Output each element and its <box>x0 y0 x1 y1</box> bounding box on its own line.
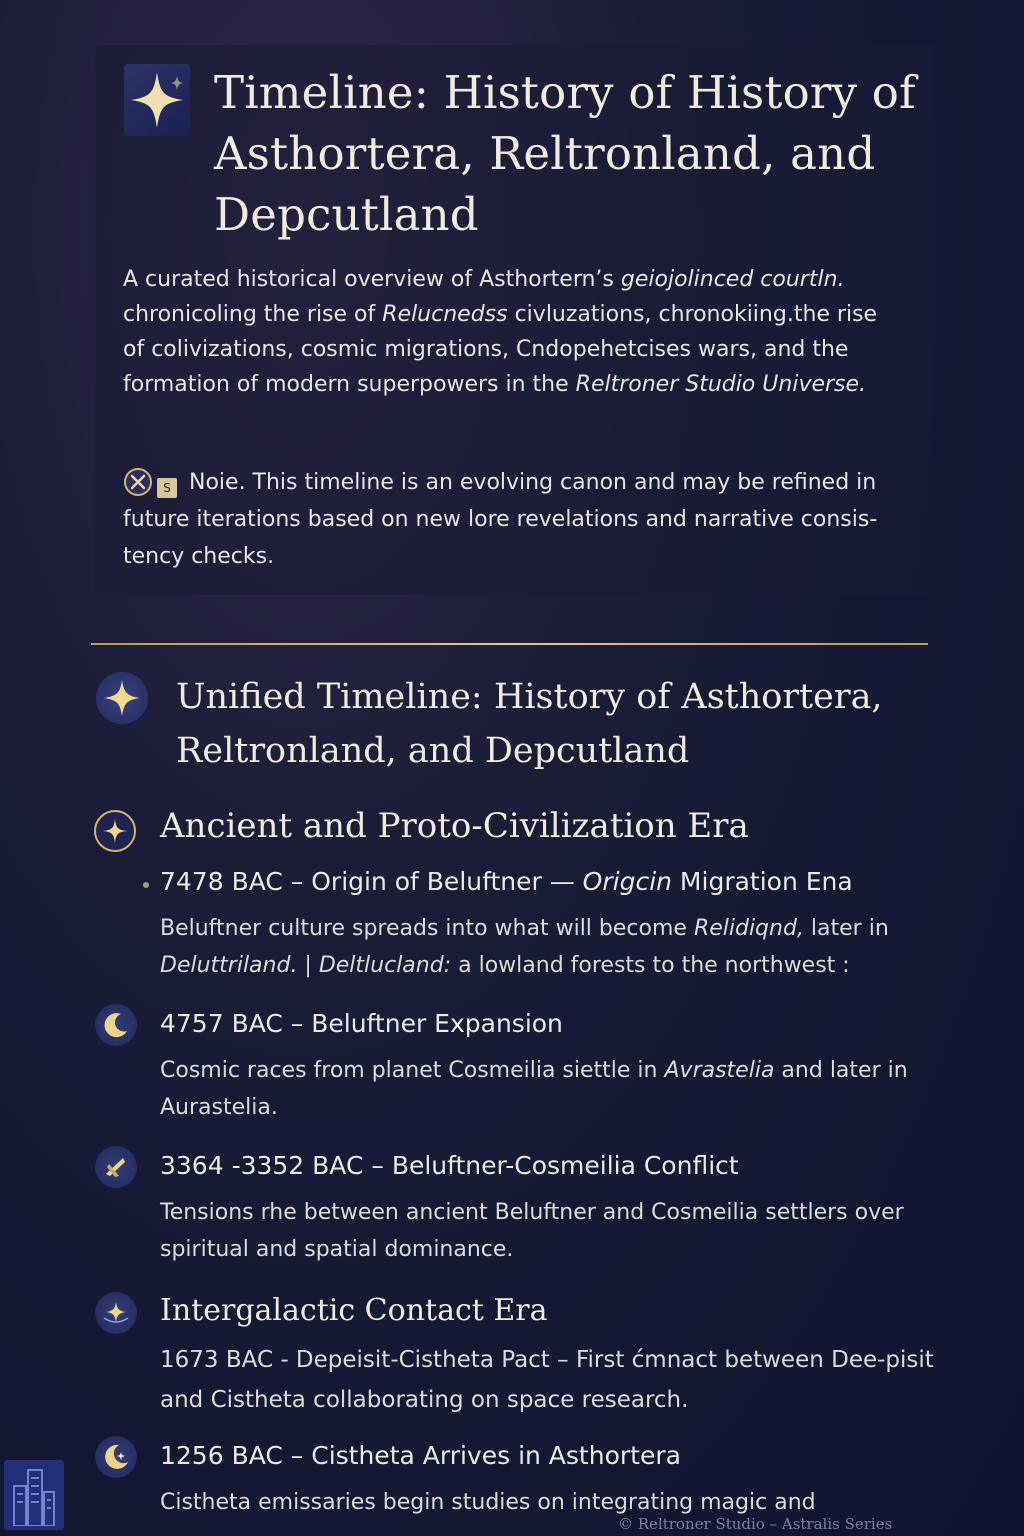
crescent-star-icon <box>95 1436 137 1478</box>
event-body: Cosmic races from planet Cosmeilia siettle in Avrastelia and later in Aurastelia. <box>160 1058 908 1120</box>
note-paragraph: S Noie. This timeline is an evolving canon and may be refined in future iterations based on new lore revelations and narrative consis-tency checks. <box>123 464 913 575</box>
compass-star-icon <box>94 810 136 852</box>
era-title: Ancient and Proto-Civilization Era <box>160 806 749 846</box>
era-title: Intergalactic Contact Era <box>160 1293 548 1328</box>
close-circle-icon <box>123 467 153 497</box>
intro-paragraph: A curated historical overview of Asthortern’s geiojolinced courtln. chronicoling the rise of Relucnedss civluzations, chronokiing.the rise of colivizations, cosmic migrations, Cndopehetcises wars, and the formation of modern superpowers in the Reltroner Studio Universe. <box>123 267 878 397</box>
event-heading: 3364 -3352 BAC – Beluftner-Cosmeilia Conflict <box>160 1151 739 1180</box>
event-heading: 7478 BAC – Origin of Beluftner — Origcin Migration Ena <box>160 867 853 896</box>
crescent-moon-icon <box>95 1004 137 1046</box>
event-heading: 1256 BAC – Cistheta Arrives in Asthortera <box>160 1441 681 1470</box>
bullet-dot <box>143 882 149 888</box>
page-title: Timeline: History of History of Asthortera, Reltronland, and Depcutland <box>214 66 916 241</box>
crossed-blades-icon <box>95 1146 137 1188</box>
watermark: © Reltroner Studio – Astralis Series <box>618 1515 893 1533</box>
event-body: 1673 BAC - Depeisit-Cistheta Pact – First ćmnact between Dee-pisit and Cistheta collaborating on space research. <box>160 1347 934 1413</box>
city-logo-icon <box>4 1460 64 1530</box>
section-divider <box>91 643 928 645</box>
sparkle-icon <box>124 64 190 136</box>
note-badge: S <box>157 478 177 498</box>
event-body: Cistheta emissaries begin studies on integrating magic and <box>160 1490 816 1515</box>
sparkle-icon <box>96 672 148 724</box>
event-heading: 4757 BAC – Beluftner Expansion <box>160 1009 563 1038</box>
event-body: Beluftner culture spreads into what will become Relidiqnd, later in Deluttriland. | Deltlucland: a lowland forests to the northwest : <box>160 916 889 978</box>
event-body: Tensions rhe between ancient Beluftner and Cosmeilia settlers over spiritual and spatial dominance. <box>160 1200 904 1262</box>
section-title: Unified Timeline: History of Asthortera, Reltronland, and Depcutland <box>176 677 883 771</box>
planet-sparkle-icon <box>95 1292 137 1334</box>
